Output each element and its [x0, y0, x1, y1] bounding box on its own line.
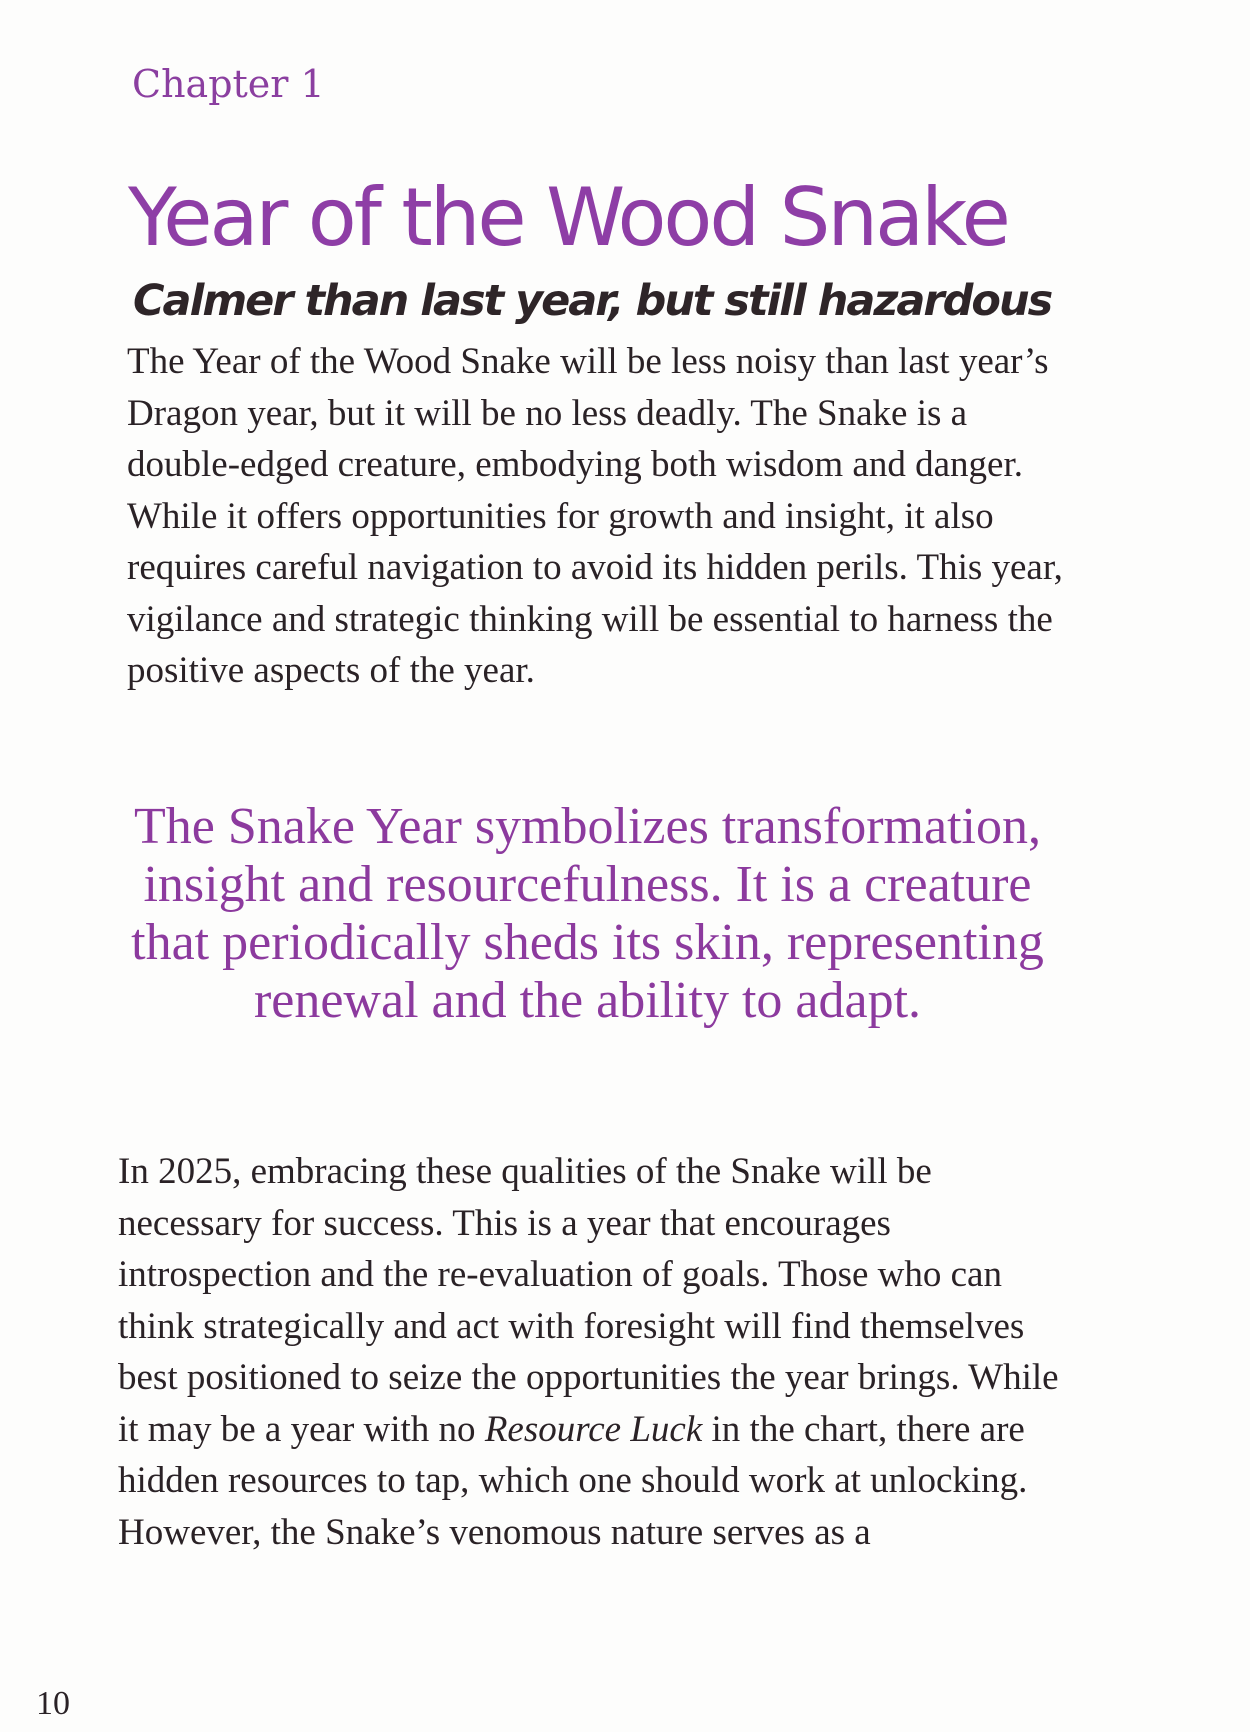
intro-paragraph: The Year of the Wood Snake will be less noisy than last year’s Dragon year, but it will be no less deadly. The Snake is a double-edged creature, embodying both wisdom and danger. While it offers opportunities for growth and insight, it also requires careful navigation to avoid its hidden perils. This year, vigilance and strategic thinking will be essential to harness the positive aspects of the year.	[127, 341, 1063, 691]
body-paragraph-text-continued: in the chart, there are hidden resources to tap, which one should work at unlocking. However, the Snake’s venomous nature serves as a	[118, 1408, 1028, 1553]
body-paragraph	[118, 1146, 1078, 1558]
emphasized-term: Resource Luck	[484, 1408, 703, 1450]
chapter-label: Chapter 1	[132, 62, 325, 106]
body-paragraph-text: In 2025, embracing these qualities of the Snake will be necessary for success. This is a year that encourages introspection and the re-evaluation of goals. Those who can think strategically and act with foresight will find themselves best positioned to seize the opportunities the year brings. While it may be a year with no	[118, 1151, 1059, 1450]
page-title: Year of the Wood Snake	[128, 171, 1008, 264]
pull-quote: The Snake Year symbolizes transformation, insight and resourcefulness. It is a creature that periodically sheds its skin, representing renewal and the ability to adapt.	[131, 798, 1044, 1029]
page-subtitle: Calmer than last year, but still hazardous	[133, 276, 1052, 326]
page-number: 10	[36, 1685, 70, 1722]
